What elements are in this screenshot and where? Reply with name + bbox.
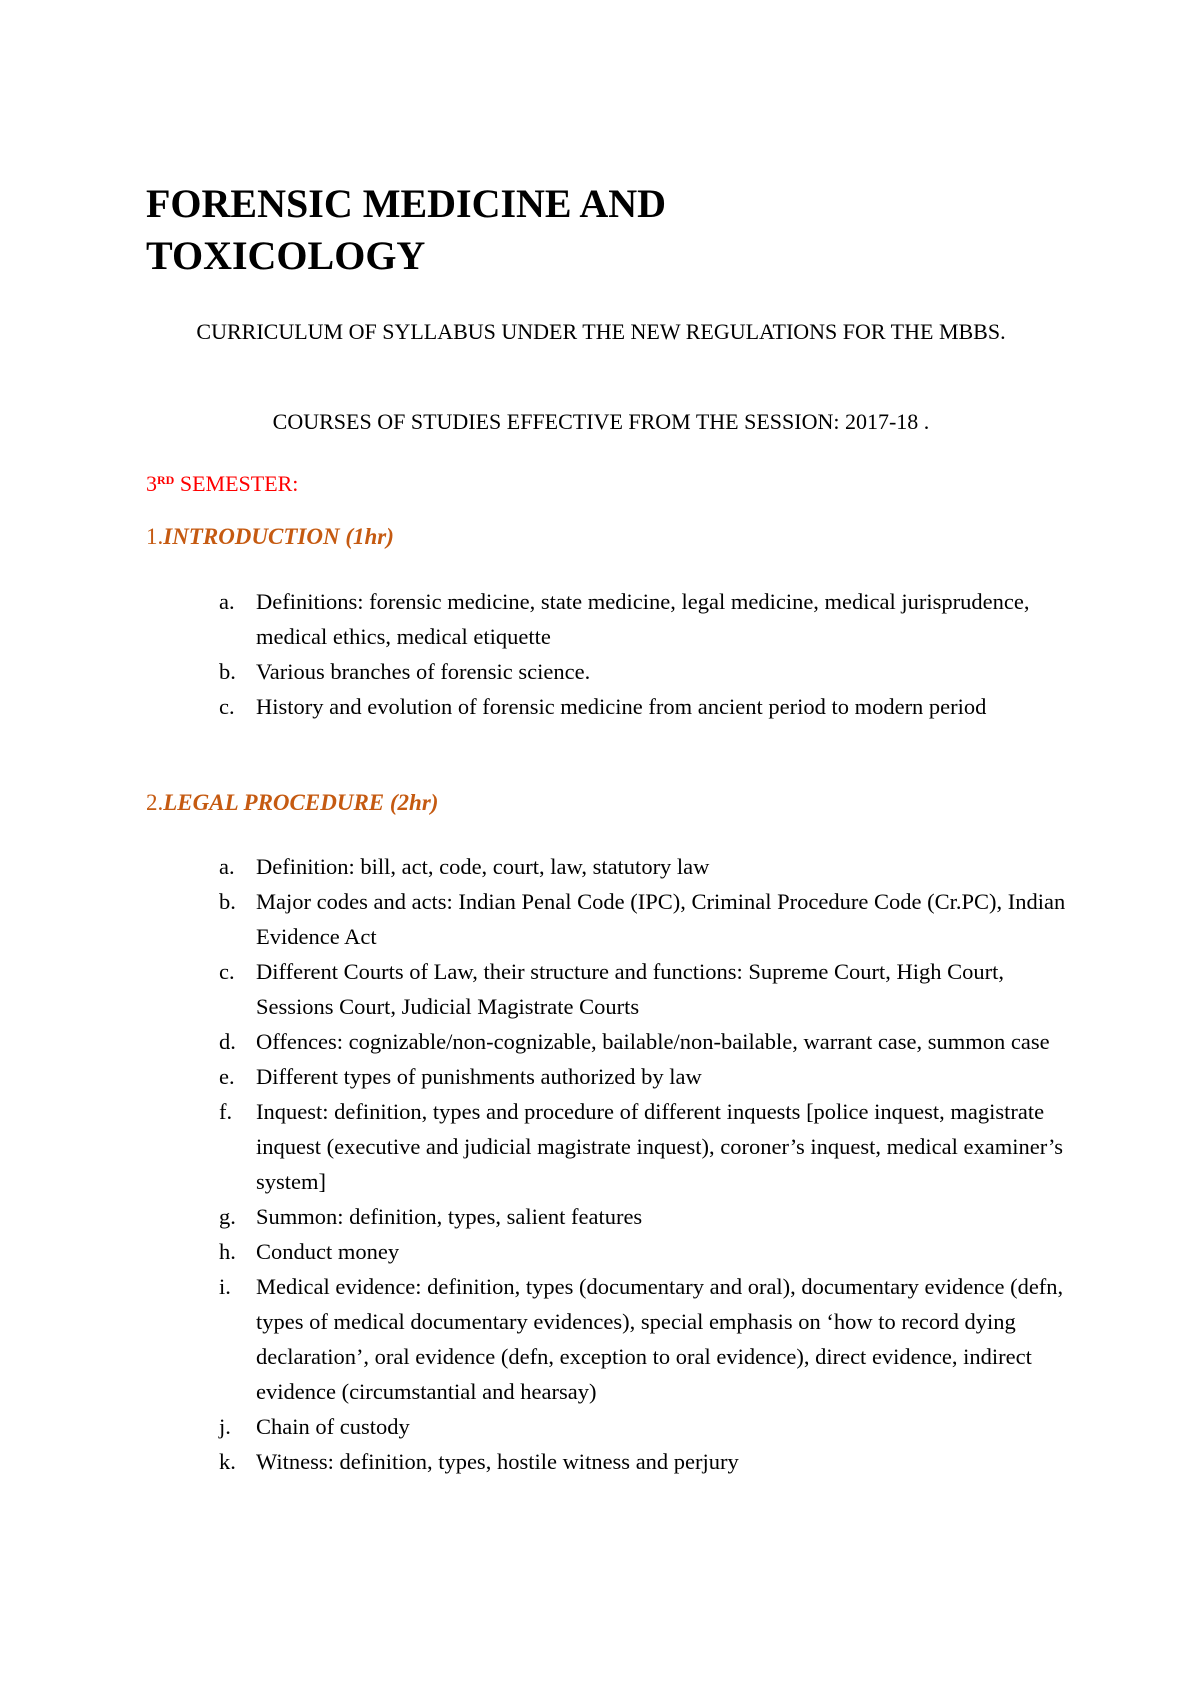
legal-procedure-topic-list [0, 849, 1076, 1479]
section-title: INTRODUCTION (1hr) [163, 524, 394, 549]
list-item [0, 1059, 1076, 1094]
list-item [0, 654, 1076, 689]
list-item [0, 689, 1076, 724]
list-item-text: Medical evidence: definition, types (documentary and oral), documentary evidence (defn, types of medical documentary evidences), special emphasis on ‘how to record dying declaration’, oral evidence (defn, exception to oral evidence), direct evidence, indirect evidence (circumstantial and hearsay) [256, 1274, 1064, 1404]
list-item-letter: a. [219, 854, 235, 879]
section-number: 1. [146, 524, 164, 549]
curriculum-subtitle: CURRICULUM OF SYLLABUS UNDER THE NEW REGULATIONS FOR THE MBBS. [196, 319, 1006, 344]
list-item-text: Various branches of forensic science. [256, 659, 591, 684]
list-item-letter: g. [219, 1204, 236, 1229]
list-item-letter: c. [219, 694, 235, 719]
section-heading-legal-procedure [146, 788, 438, 818]
list-item-text: Chain of custody [256, 1414, 410, 1439]
list-item [0, 884, 1076, 954]
list-item-text: Different Courts of Law, their structure and functions: Supreme Court, High Court, Sessions Court, Judicial Magistrate Courts [256, 959, 1004, 1019]
list-item [0, 1269, 1076, 1409]
section-number: 2. [146, 790, 164, 815]
list-item-text: Inquest: definition, types and procedure of different inquests [police inquest, magistrate inquest (executive and judicial magistrate inquest), coroner’s inquest, medical examiner’s system] [256, 1099, 1064, 1194]
list-item [0, 849, 1076, 884]
list-item-letter: j. [219, 1414, 231, 1439]
list-item-letter: i. [219, 1274, 231, 1299]
section-heading-introduction [146, 522, 394, 552]
list-item [0, 1444, 1076, 1479]
list-item-text: Major codes and acts: Indian Penal Code (IPC), Criminal Procedure Code (Cr.PC), Indian Evidence Act [256, 889, 1066, 949]
list-item [0, 954, 1076, 1024]
courses-line: COURSES OF STUDIES EFFECTIVE FROM THE SESSION: 2017-18 . [272, 409, 930, 434]
semester-ordinal-suffix: RD [157, 473, 175, 487]
list-item-text: Offences: cognizable/non-cognizable, bailable/non-bailable, warrant case, summon case [256, 1029, 1050, 1054]
list-item [0, 1234, 1076, 1269]
list-item-letter: d. [219, 1029, 236, 1054]
semester-heading [146, 465, 298, 499]
list-item-letter: c. [219, 959, 235, 984]
list-item-text: Conduct money [256, 1239, 400, 1264]
list-item-text: Summon: definition, types, salient features [256, 1204, 643, 1229]
list-item-letter: e. [219, 1064, 235, 1089]
semester-label: SEMESTER: [174, 471, 299, 496]
list-item-letter: f. [219, 1099, 233, 1124]
list-item-letter: b. [219, 889, 236, 914]
list-item-text: Different types of punishments authorized by law [256, 1064, 702, 1089]
list-item-letter: h. [219, 1239, 236, 1264]
list-item [0, 1024, 1076, 1059]
list-item [0, 1094, 1076, 1199]
semester-number: 3 [146, 471, 157, 496]
list-item [0, 584, 1076, 654]
section-title: LEGAL PROCEDURE (2hr) [163, 790, 439, 815]
list-item-text: Definition: bill, act, code, court, law, statutory law [256, 854, 710, 879]
list-item [0, 1409, 1076, 1444]
list-item-text: History and evolution of forensic medicine from ancient period to modern period [256, 694, 987, 719]
list-item [0, 1199, 1076, 1234]
list-item-text: Witness: definition, types, hostile witness and perjury [256, 1449, 739, 1474]
list-item-letter: k. [219, 1449, 236, 1474]
list-item-text: Definitions: forensic medicine, state medicine, legal medicine, medical jurisprudence, medical ethics, medical etiquette [256, 589, 1030, 649]
introduction-topic-list [0, 584, 1076, 724]
document-title: FORENSIC MEDICINE AND TOXICOLOGY [146, 181, 667, 278]
list-item-letter: b. [219, 659, 236, 684]
list-item-letter: a. [219, 589, 235, 614]
